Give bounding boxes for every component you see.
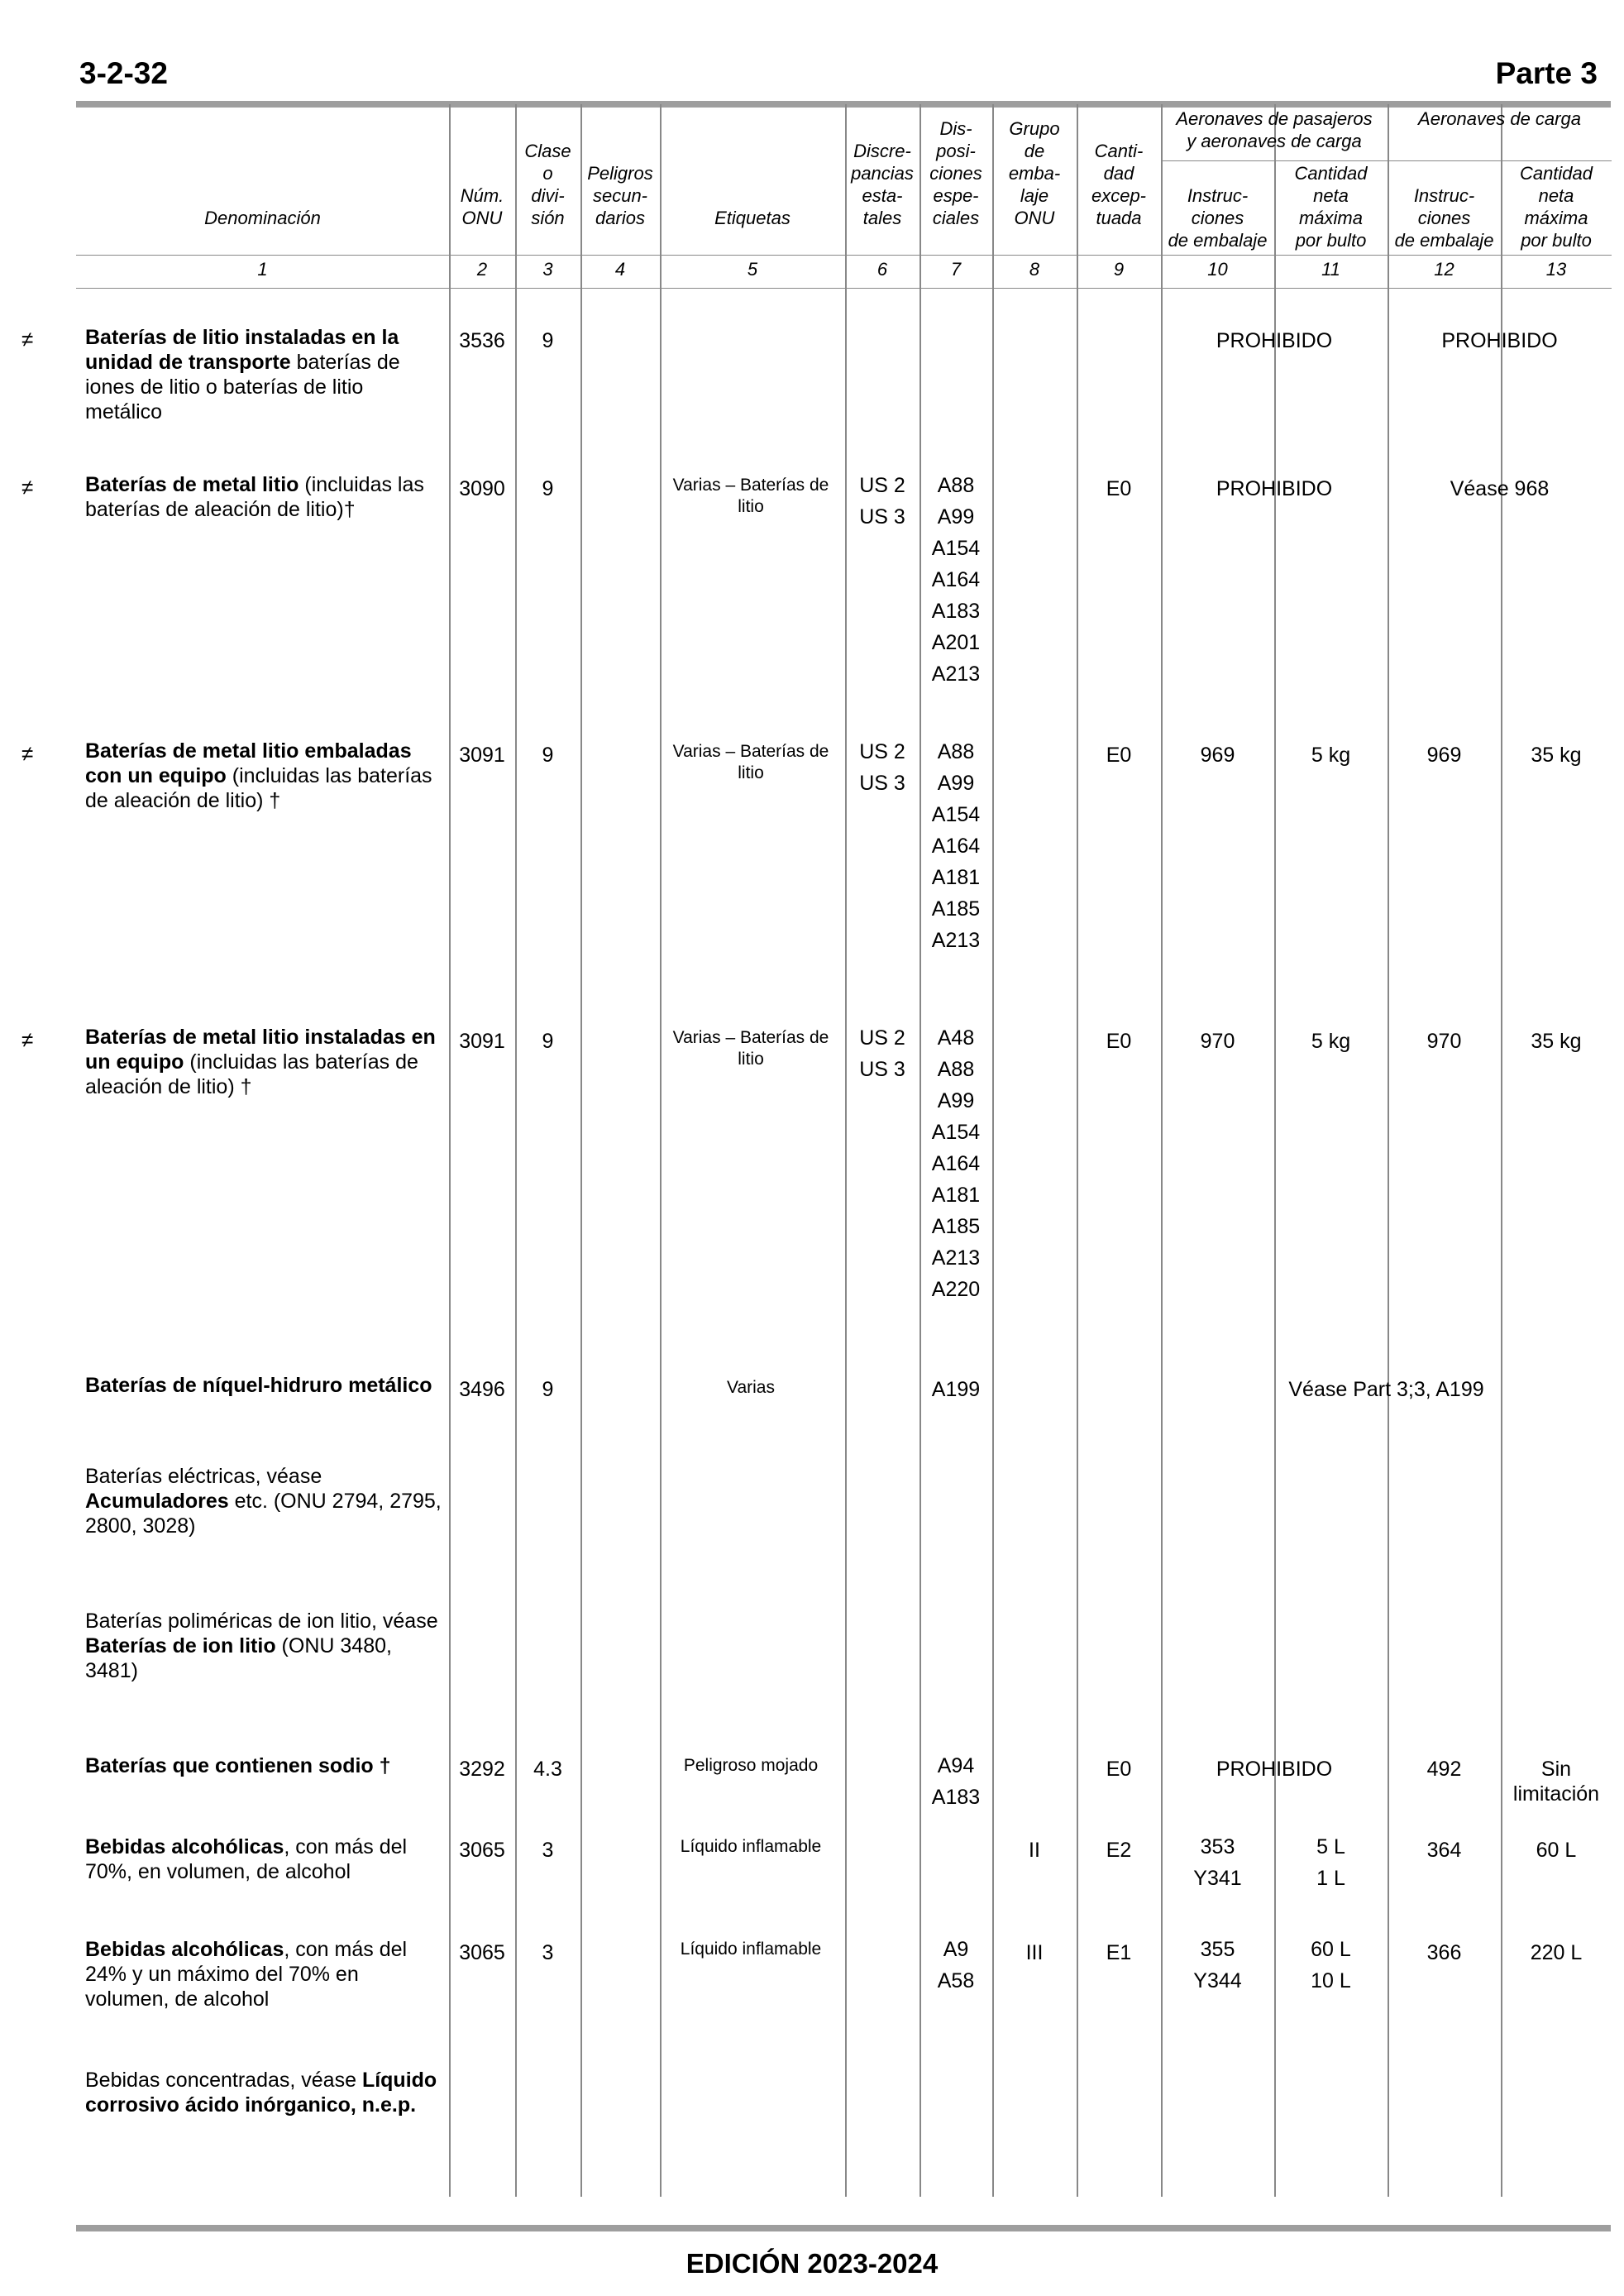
class-division: 3 (542, 1839, 554, 1862)
class-division: 9 (542, 329, 554, 352)
col-number: 9 (1113, 259, 1125, 280)
un-number: 3090 (459, 477, 505, 500)
hazard-label: Líquido inflamable (680, 1837, 822, 1856)
entry-name: Baterías de metal litio instaladas en un equipo (incluidas las baterías de aleación de litio) † (85, 1026, 436, 1098)
cargo-max-quantity: 35 kg (1531, 744, 1582, 767)
packing-group: III (1025, 1941, 1044, 1964)
header-un-number: Núm. ONU (460, 185, 504, 228)
passenger-prohibited: PROHIBIDO (1216, 329, 1333, 352)
header-class: Clase o divi- sión (524, 141, 571, 228)
col-number: 10 (1207, 259, 1228, 280)
hazard-label: Peligroso mojado (683, 1756, 819, 1775)
class-division: 9 (542, 1030, 554, 1053)
special-provisions: A9 A58 (937, 1938, 975, 1992)
col-number: 5 (747, 259, 758, 280)
header-cargo-packing-instr: Instruc- ciones de embalaje (1394, 185, 1494, 251)
header-special-provisions: Dis- posi- ciones espe- ciales (929, 118, 982, 228)
top-rule (76, 101, 1611, 108)
packing-group: II (1029, 1839, 1040, 1862)
entry-name: Bebidas alcohólicas, con más del 24% y un máximo del 70% en volumen, de alcohol (85, 1938, 408, 2011)
col-number: 3 (542, 259, 553, 280)
passenger-prohibited: PROHIBIDO (1216, 1758, 1333, 1781)
cargo-packing-instruction: 366 (1426, 1941, 1462, 1964)
un-number: 3536 (459, 329, 505, 352)
excepted-quantity: E1 (1106, 1941, 1132, 1964)
col-number: 4 (614, 259, 626, 280)
cargo-max-quantity: 220 L (1530, 1941, 1583, 1964)
special-provisions: A199 (931, 1378, 981, 1401)
entry-name: Bebidas concentradas, véase Líquido corrosivo ácido inórganico, n.e.p. (85, 2069, 437, 2117)
entry-name: Baterías de níquel-hidruro metálico (85, 1374, 432, 1397)
passenger-packing-instruction: 355 Y344 (1193, 1938, 1242, 1992)
header-cargo-aircraft: Aeronaves de carga (1418, 108, 1581, 129)
entry-name: Baterías de litio instaladas en la unidad de transporte baterías de iones de litio o baterías de litio metálico (85, 326, 400, 423)
special-provisions: A48 A88 A99 A154 A164 A181 A185 A213 A220 (931, 1026, 981, 1301)
cargo-prohibited: PROHIBIDO (1441, 329, 1558, 352)
col-number: 7 (950, 259, 962, 280)
header-packing-group: Grupo de emba- laje ONU (1008, 118, 1061, 228)
change-mark: ≠ (21, 741, 34, 766)
change-mark: ≠ (21, 327, 34, 352)
excepted-quantity: E0 (1106, 477, 1132, 500)
header-pass-max-qty: Cantidad neta máxima por bulto (1294, 163, 1368, 251)
hazard-label: Líquido inflamable (680, 1940, 822, 1959)
excepted-quantity: E0 (1106, 744, 1132, 767)
col-number: 1 (257, 259, 268, 280)
bottom-rule (76, 2225, 1611, 2231)
edition-footer: EDICIÓN 2023-2024 (685, 2248, 939, 2279)
col-number: 2 (476, 259, 488, 280)
passenger-prohibited: PROHIBIDO (1216, 477, 1333, 500)
state-variations: US 2 US 3 (859, 1026, 905, 1081)
state-variations: US 2 US 3 (859, 740, 905, 795)
page-number: 3-2-32 (79, 56, 168, 90)
un-number: 3292 (459, 1758, 505, 1781)
entry-name: Baterías de metal litio (incluidas las baterías de aleación de litio)† (85, 473, 424, 521)
class-division: 9 (542, 1378, 554, 1401)
cargo-packing-instruction: 970 (1426, 1030, 1462, 1053)
cargo-packing-instruction: 492 (1426, 1758, 1462, 1781)
passenger-max-quantity: 5 kg (1311, 1030, 1351, 1053)
header-pass-packing-instr: Instruc- ciones de embalaje (1168, 185, 1268, 251)
part-label: Parte 3 (1495, 56, 1598, 90)
change-mark: ≠ (21, 475, 34, 500)
special-provisions: A88 A99 A154 A164 A183 A201 A213 (931, 474, 981, 686)
cargo-max-quantity: 60 L (1536, 1839, 1577, 1862)
hazard-label: Varias – Baterías de litio (672, 1028, 829, 1069)
see-note: Véase Part 3;3, A199 (1288, 1378, 1484, 1401)
hazard-label: Varias (727, 1378, 775, 1397)
passenger-packing-instruction: 353 Y341 (1193, 1835, 1242, 1890)
entry-name: Baterías que contienen sodio † (85, 1754, 391, 1777)
entry-name: Baterías eléctricas, véase Acumuladores etc. (ONU 2794, 2795, 2800, 3028) (85, 1465, 442, 1538)
entry-name: Baterías poliméricas de ion litio, véase Baterías de ion litio (ONU 3480, 3481) (85, 1610, 438, 1682)
col-number: 8 (1029, 259, 1040, 280)
un-number: 3496 (459, 1378, 505, 1401)
cargo-see-instruction: Véase 968 (1450, 477, 1550, 500)
header-state-variations: Discre- pancias esta- tales (851, 141, 914, 228)
header-labels: Etiquetas (714, 208, 791, 228)
class-division: 4.3 (533, 1758, 562, 1781)
change-mark: ≠ (21, 1027, 34, 1052)
class-division: 9 (542, 744, 554, 767)
col-number: 6 (876, 259, 888, 280)
excepted-quantity: E2 (1106, 1839, 1132, 1862)
entry-name: Bebidas alcohólicas, con más del 70%, en volumen, de alcohol (85, 1835, 408, 1883)
un-number: 3091 (459, 744, 505, 767)
state-variations: US 2 US 3 (859, 474, 905, 529)
special-provisions: A94 A183 (931, 1754, 981, 1809)
header-excepted-quantity: Canti- dad excep- tuada (1091, 141, 1147, 228)
passenger-packing-instruction: 970 (1200, 1030, 1235, 1053)
passenger-max-quantity: 5 kg (1311, 744, 1351, 767)
cargo-max-quantity: 35 kg (1531, 1030, 1582, 1053)
header-subsidiary-risks: Peligros secun- darios (587, 163, 653, 228)
un-number: 3091 (459, 1030, 505, 1053)
col-number: 12 (1434, 259, 1454, 280)
cargo-max-quantity: Sin limitación (1512, 1758, 1600, 1806)
hazard-label: Varias – Baterías de litio (672, 742, 829, 782)
header-passenger-aircraft: Aeronaves de pasajeros y aeronaves de carga (1176, 108, 1373, 151)
excepted-quantity: E0 (1106, 1030, 1132, 1053)
passenger-packing-instruction: 969 (1200, 744, 1235, 767)
entry-name: Baterías de metal litio embaladas con un equipo (incluidas las baterías de aleación de litio) † (85, 739, 432, 812)
special-provisions: A88 A99 A154 A164 A181 A185 A213 (931, 740, 981, 952)
header-cargo-max-qty: Cantidad neta máxima por bulto (1519, 163, 1593, 251)
col-number: 11 (1321, 259, 1340, 280)
passenger-max-quantity: 5 L 1 L (1316, 1835, 1345, 1890)
cargo-packing-instruction: 364 (1426, 1839, 1462, 1862)
excepted-quantity: E0 (1106, 1758, 1132, 1781)
class-division: 9 (542, 477, 554, 500)
cargo-packing-instruction: 969 (1426, 744, 1462, 767)
un-number: 3065 (459, 1941, 505, 1964)
col-number: 13 (1545, 259, 1567, 280)
un-number: 3065 (459, 1839, 505, 1862)
header-denominacion: Denominación (204, 208, 321, 228)
class-division: 3 (542, 1941, 554, 1964)
hazard-label: Varias – Baterías de litio (672, 476, 829, 516)
passenger-max-quantity: 60 L 10 L (1311, 1938, 1351, 1992)
